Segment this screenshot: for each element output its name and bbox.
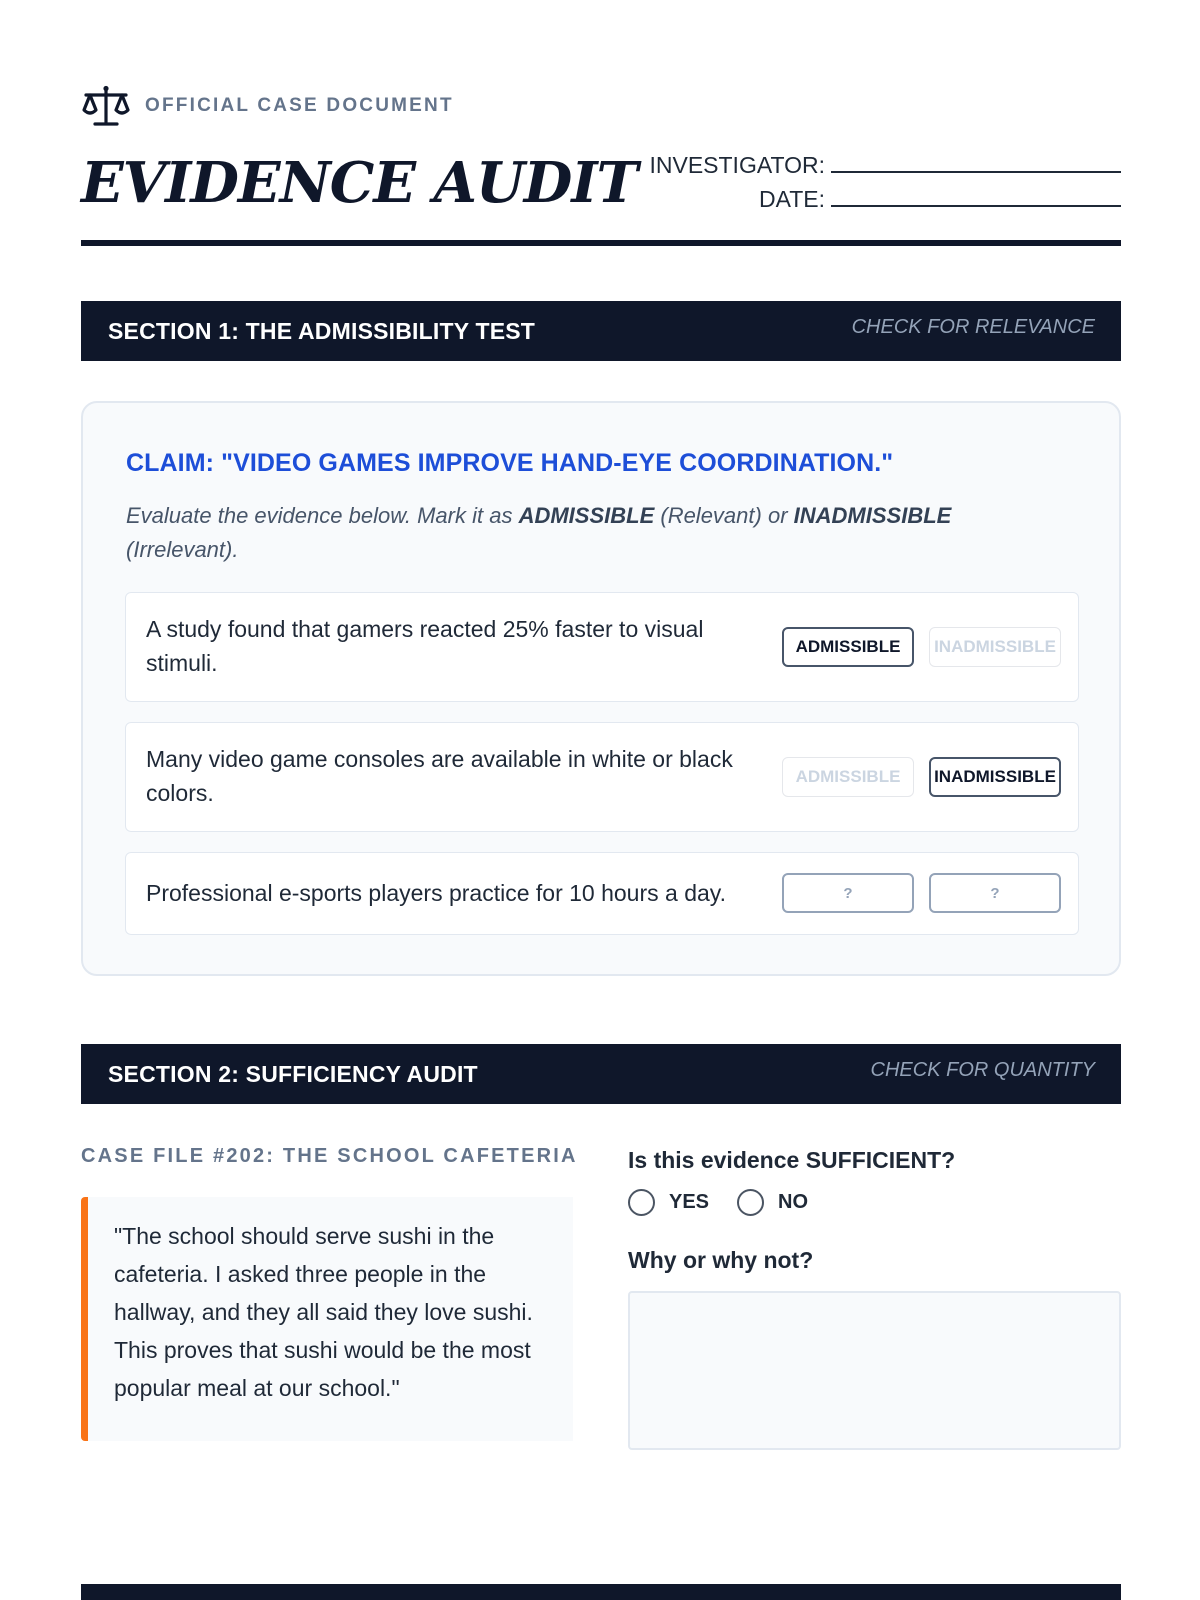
admissible-button[interactable]: ADMISSIBLE: [782, 627, 914, 667]
no-radio[interactable]: [737, 1189, 764, 1216]
instructions-text: Evaluate the evidence below. Mark it as: [126, 503, 519, 528]
sufficiency-question: Is this evidence SUFFICIENT?: [628, 1147, 956, 1173]
admissible-button[interactable]: ?: [782, 873, 914, 913]
document-kicker: [81, 84, 454, 128]
admissible-button[interactable]: ADMISSIBLE: [782, 757, 914, 797]
quote-text: "The school should serve sushi in the cafeteria. I asked three people in the hallway, and they all said they love sushi. This proves that sushi would be the most popular meal at our school.": [114, 1223, 533, 1401]
evidence-text: A study found that gamers reacted 25% faster to visual stimuli.: [146, 616, 704, 676]
investigator-label: INVESTIGATOR:: [649, 152, 825, 178]
instructions-text: (Relevant) or: [654, 503, 794, 528]
investigator-fields: [649, 148, 1121, 216]
section-2-title: SECTION 2: SUFFICIENCY AUDIT: [108, 1061, 478, 1087]
case-quote: [81, 1197, 573, 1441]
instructions-admissible: ADMISSIBLE: [518, 503, 655, 528]
yes-option[interactable]: [628, 1189, 709, 1216]
no-label: NO: [778, 1191, 809, 1213]
section-1-tag: CHECK FOR RELEVANCE: [851, 316, 1095, 338]
evidence-row: [125, 592, 1079, 702]
section-1-title: SECTION 1: THE ADMISSIBILITY TEST: [108, 318, 536, 344]
yes-radio[interactable]: [628, 1189, 655, 1216]
investigator-field[interactable]: [831, 151, 1121, 173]
section-2-header: [81, 1044, 1121, 1104]
evidence-text: Many video game consoles are available in white or black colors.: [146, 746, 733, 806]
sufficiency-options: [628, 1189, 836, 1216]
inadmissible-button[interactable]: INADMISSIBLE: [929, 757, 1061, 797]
instructions-text: (Irrelevant).: [126, 537, 239, 562]
no-option[interactable]: [737, 1189, 808, 1216]
evidence-text: Professional e-sports players practice for 10 hours a day.: [146, 880, 726, 906]
instructions-inadmissible: INADMISSIBLE: [793, 503, 952, 528]
why-answer-field[interactable]: [628, 1291, 1121, 1450]
claim-heading: CLAIM: "VIDEO GAMES IMPROVE HAND-EYE COORDINATION.": [126, 449, 894, 477]
inadmissible-button[interactable]: INADMISSIBLE: [929, 627, 1061, 667]
worksheet-page: [81, 0, 1121, 1600]
kicker-text: OFFICIAL CASE DOCUMENT: [145, 95, 454, 116]
admissibility-panel: [81, 401, 1121, 976]
scales-icon: [81, 84, 131, 128]
yes-label: YES: [669, 1191, 710, 1213]
page-title: EVIDENCE AUDIT: [81, 150, 638, 216]
section-2-tag: CHECK FOR QUANTITY: [870, 1059, 1095, 1081]
evidence-row: [125, 722, 1079, 832]
date-label: DATE:: [758, 186, 825, 212]
section-1-header: [81, 301, 1121, 361]
why-label: Why or why not?: [628, 1247, 814, 1273]
instructions: [126, 499, 1056, 567]
evidence-row: [125, 852, 1079, 935]
next-section-header: [81, 1584, 1121, 1600]
header-divider: [81, 240, 1121, 246]
inadmissible-button[interactable]: ?: [929, 873, 1061, 913]
date-field[interactable]: [831, 185, 1121, 207]
case-file-label: CASE FILE #202: THE SCHOOL CAFETERIA: [81, 1145, 578, 1167]
